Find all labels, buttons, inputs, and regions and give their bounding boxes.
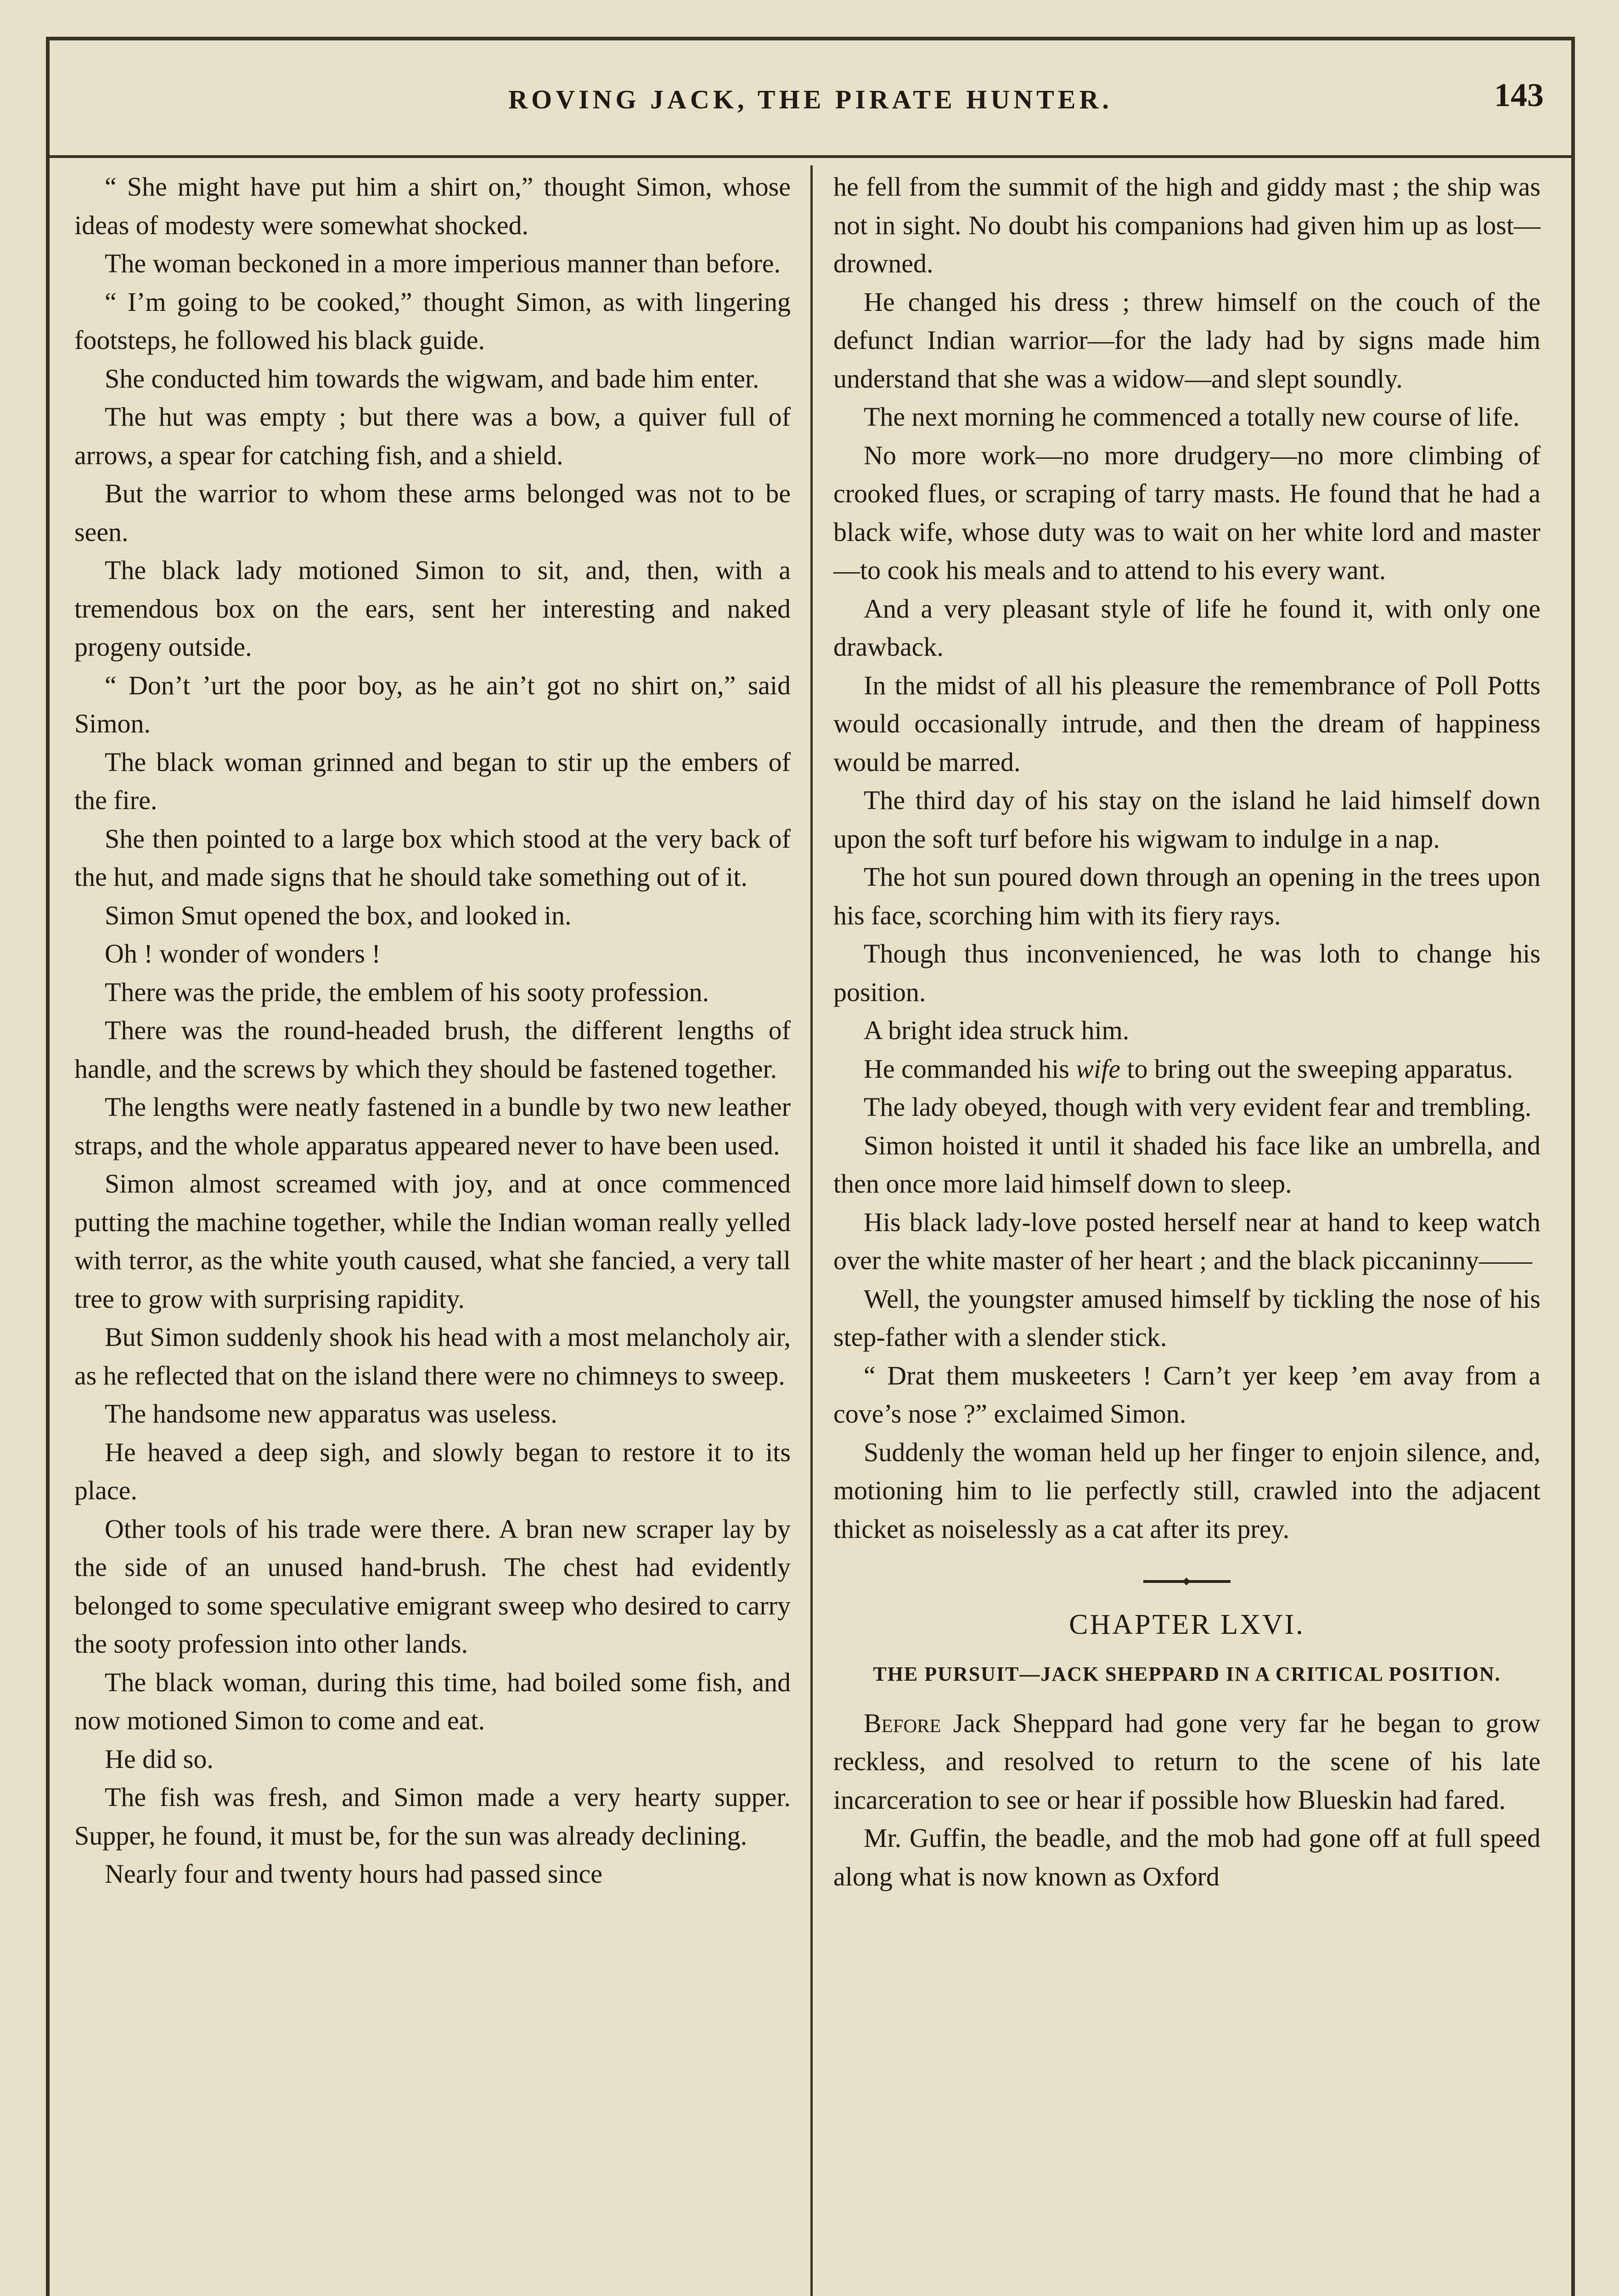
- paragraph: Other tools of his trade were there. A bran new scraper lay by the side of an unused hand-brush. The chest had evidently belonged to some speculative emigrant sweep who desired to carry the sooty profession into other lands.: [74, 1514, 791, 1659]
- emphasis-wife: wife: [1076, 1053, 1120, 1084]
- paragraph: And a very pleasant style of life he found it, with only one drawback.: [833, 593, 1540, 662]
- paragraph: “ Drat them muskeeters ! Carn’t yer keep ’em avay from a cove’s nose ?” exclaimed Simon.: [833, 1360, 1540, 1429]
- text-run: He commanded his: [864, 1053, 1076, 1084]
- paragraph: “ She might have put him a shirt on,” thought Simon, whose ideas of modesty were somewhat shocked.: [74, 172, 791, 240]
- running-header: [50, 40, 1571, 158]
- paragraph: The black lady motioned Simon to sit, and, then, with a tremendous box on the ears, sent her interesting and naked progeny outside.: [74, 555, 791, 662]
- paragraph: “ I’m going to be cooked,” thought Simon, as with lingering footsteps, he followed his black guide.: [74, 287, 791, 355]
- right-column: [833, 168, 1540, 1896]
- text-run: Jack Sheppard had gone very far he began to grow reckless, and resolved to return to the scene of his late incarceration to see or hear if possible how Blueskin had fared.: [833, 1708, 1540, 1815]
- paragraph: Simon hoisted it until it shaded his face like an umbrella, and then once more laid himself down to sleep.: [833, 1130, 1540, 1199]
- paragraph: But the warrior to whom these arms belonged was not to be seen.: [74, 478, 791, 547]
- paragraph: The woman beckoned in a more imperious manner than before.: [105, 248, 781, 278]
- paragraph: Simon Smut opened the box, and looked in.: [105, 900, 572, 930]
- paragraph: She then pointed to a large box which stood at the very back of the hut, and made signs that he should take something out of it.: [74, 823, 791, 892]
- paragraph: In the midst of all his pleasure the remembrance of Poll Potts would occasionally intrude, and then the dream of happiness would be marred.: [833, 670, 1540, 777]
- paragraph: “ Don’t ’urt the poor boy, as he ain’t got no shirt on,” said Simon.: [74, 670, 791, 738]
- paragraph: The next morning he commenced a totally new course of life.: [864, 402, 1520, 432]
- section-rule: [1143, 1580, 1231, 1583]
- paragraph: The lengths were neatly fastened in a bundle by two new leather straps, and the whole apparatus appeared never to have been used.: [74, 1092, 791, 1160]
- paragraph: The lady obeyed, though with very evident fear and trembling.: [864, 1092, 1532, 1122]
- paragraph: The black woman, during this time, had boiled some fish, and now motioned Simon to come and eat.: [74, 1667, 791, 1735]
- paragraph: A bright idea struck him.: [864, 1015, 1130, 1045]
- paragraph: He heaved a deep sigh, and slowly began to restore it to its place.: [74, 1437, 791, 1505]
- left-column: [74, 168, 791, 1893]
- running-title: ROVING JACK, THE PIRATE HUNTER.: [508, 84, 1113, 114]
- paragraph: The third day of his stay on the island he laid himself down upon the soft turf before his wigwam to indulge in a nap.: [833, 785, 1540, 854]
- paragraph: There was the round-headed brush, the different lengths of handle, and the screws by which they should be fastened together.: [74, 1015, 791, 1084]
- paragraph: Suddenly the woman held up her finger to enjoin silence, and, motioning him to lie perfectly still, crawled into the adjacent thicket as noiselessly as a cat after its prey.: [833, 1437, 1540, 1544]
- paragraph: He changed his dress ; threw himself on the couch of the defunct Indian warrior—for the lady had by signs made him understand that she was a widow—and slept soundly.: [833, 287, 1540, 394]
- chapter-opening-paragraph: [833, 1704, 1540, 1819]
- paragraph: The hut was empty ; but there was a bow, a quiver full of arrows, a spear for catching fish, and a shield.: [74, 402, 791, 470]
- column-divider: [810, 165, 813, 2296]
- paragraph: The black woman grinned and began to stir up the embers of the fire.: [74, 747, 791, 815]
- paragraph: Oh ! wonder of wonders !: [105, 939, 381, 968]
- paragraph: The handsome new apparatus was useless.: [105, 1399, 557, 1429]
- text-run: to bring out the sweeping apparatus.: [1120, 1053, 1513, 1084]
- paragraph-continuation: he fell from the summit of the high and giddy mast ; the ship was not in sight. No doubt his companions had given him up as lost—drowned.: [833, 172, 1540, 278]
- paragraph: His black lady-love posted herself near at hand to keep watch over the white master of her heart ; and the black piccaninny——: [833, 1207, 1540, 1275]
- paragraph: Mr. Guffin, the beadle, and the mob had gone off at full speed along what is now known as Oxford: [833, 1823, 1540, 1891]
- lead-word: Before: [864, 1708, 941, 1738]
- paragraph: Though thus inconvenienced, he was loth to change his position.: [833, 939, 1540, 1007]
- paragraph: But Simon suddenly shook his head with a most melancholy air, as he reflected that on the island there were no chimneys to sweep.: [74, 1322, 791, 1390]
- paragraph: There was the pride, the emblem of his sooty profession.: [105, 977, 709, 1007]
- paragraph: The fish was fresh, and Simon made a very hearty supper. Supper, he found, it must be, for the sun was already declining.: [74, 1782, 791, 1851]
- paragraph: Simon almost screamed with joy, and at once commenced putting the machine together, while the Indian woman really yelled with terror, as the white youth caused, what she fancied, a very tall tree to grow with surprising rapidity.: [74, 1169, 791, 1314]
- paragraph: He did so.: [105, 1744, 214, 1774]
- paragraph: Nearly four and twenty hours had passed since: [105, 1859, 602, 1889]
- page-number: 143: [1494, 77, 1544, 113]
- paragraph: She conducted him towards the wigwam, and bade him enter.: [105, 363, 759, 394]
- chapter-subtitle: THE PURSUIT—JACK SHEPPARD IN A CRITICAL POSITION.: [873, 1662, 1501, 1685]
- paragraph: Well, the youngster amused himself by tickling the nose of his step-father with a slender stick.: [833, 1283, 1540, 1352]
- chapter-heading: CHAPTER LXVI.: [1069, 1609, 1305, 1640]
- paragraph: The hot sun poured down through an opening in the trees upon his face, scorching him with its fiery rays.: [833, 862, 1540, 930]
- paragraph-wife: [833, 1050, 1540, 1088]
- paragraph: No more work—no more drudgery—no more climbing of crooked flues, or scraping of tarry masts. He found that he had a black wife, whose duty was to wait on her white lord and master—to cook his meals and to attend to his every want.: [833, 440, 1540, 585]
